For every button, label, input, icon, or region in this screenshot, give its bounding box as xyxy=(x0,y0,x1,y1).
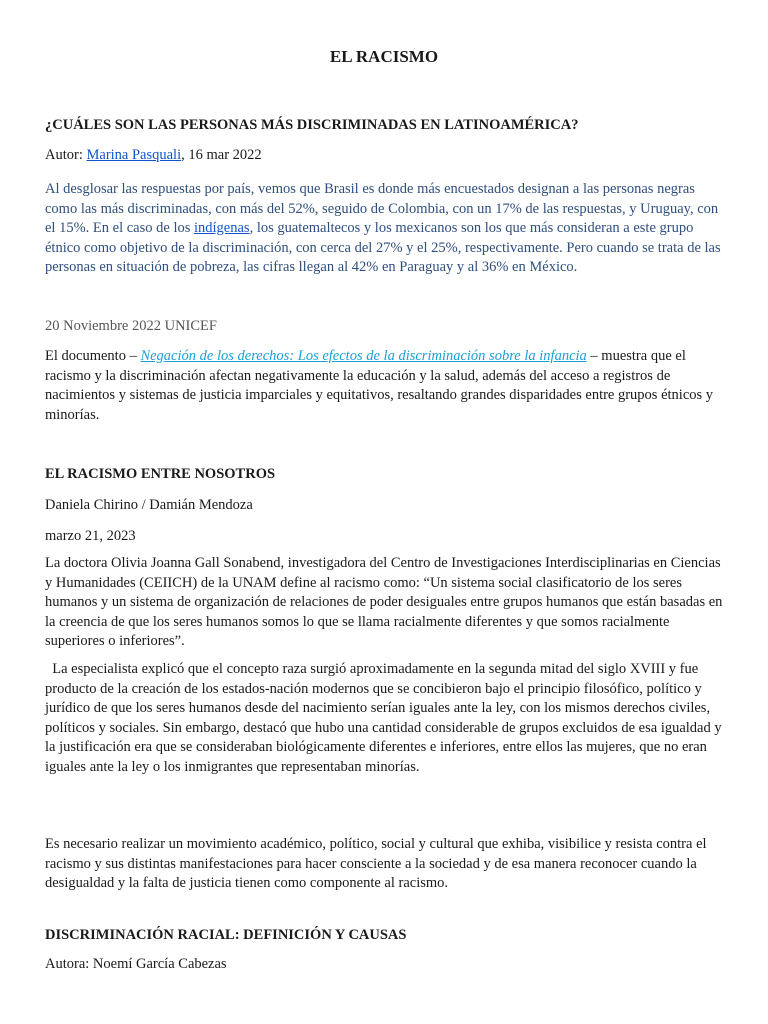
section-heading-latinoamerica: ¿CUÁLES SON LAS PERSONAS MÁS DISCRIMINADAS EN LATINOAMÉRICA? xyxy=(45,117,579,133)
section-heading-entre-nosotros: EL RACISMO ENTRE NOSOTROS xyxy=(45,466,276,482)
author-link[interactable]: Marina Pasquali xyxy=(86,147,182,163)
author-line xyxy=(45,146,725,166)
history-paragraph: La especialista explicó que el concepto raza surgió aproximadamente en la segunda mitad del siglo XVIII y fue producto de la creación de los estados-nación modernos que se concibieron bajo el principio filosófico, político y jurídico de que los seres humanos desde del nacimiento serían iguales ante la ley, con los mismos derechos civiles, políticos y sociales. Sin embargo, destacó que hubo una cantidad considerable de grupos excluidos de esa igualdad y la justificación era que se consideraban biológicamente diferentes e inferiores, entre ellos las mujeres, que no eran iguales ante la ley o los inmigrantes que representaban minorías. xyxy=(45,661,726,775)
definition-paragraph: La doctora Olivia Joanna Gall Sonabend, investigadora del Centro de Investigaciones Interdisciplinarias en Ciencias y Humanidades (CEIICH) de la UNAM define al racismo como: “Un sistema social clasificatorio de los seres humanos y un sistema de organización de relaciones de poder desiguales entre grupos humanos que están basadas en la creencia de que los seres humanos somos lo que se llama racialmente diferentes y que somos racialmente superiores o inferiores”. xyxy=(45,555,723,649)
section-heading-discriminacion-racial: DISCRIMINACIÓN RACIAL: DEFINICIÓN Y CAUSAS xyxy=(45,927,407,943)
indigenas-link[interactable]: indígenas xyxy=(194,220,250,236)
unicef-document-link[interactable]: Negación de los derechos: Los efectos de la discriminación sobre la infancia xyxy=(140,348,587,364)
authors-line: Daniela Chirino / Damián Mendoza xyxy=(45,497,253,513)
survey-paragraph xyxy=(45,180,725,278)
unicef-text-a: El documento – xyxy=(45,348,141,364)
article-date: marzo 21, 2023 xyxy=(45,528,136,544)
survey-text-a: Al desglosar las respuestas por país, vemos que Brasil es donde más encuestados designan a las personas negras como las más discriminadas, con más del 52%, seguido de Colombia, con un 17% de las respuestas, y Uruguay, con el 15%. En el caso de los xyxy=(45,181,719,236)
unicef-dateline: 20 Noviembre 2022 UNICEF xyxy=(45,318,217,334)
document-title: EL RACISMO xyxy=(329,47,439,66)
authora-line: Autora: Noemí García Cabezas xyxy=(45,956,227,972)
unicef-text-b: – muestra que el racismo y la discriminación afectan negativamente la educación y la salud, además del acceso a registros de nacimientos y sistemas de justicia imparciales y equitativos, resaltando grandes disparidades entre grupos étnicos y minorías. xyxy=(45,348,714,423)
conclusion-paragraph: Es necesario realizar un movimiento académico, político, social y cultural que exhiba, visibilice y resista contra el racismo y sus distintas manifestaciones para hacer consciente a la sociedad y de esa manera reconocer cuando la desigualdad y la falta de justicia tienen como componente al racismo. xyxy=(45,836,707,891)
author-date: , 16 mar 2022 xyxy=(181,147,262,163)
unicef-paragraph xyxy=(45,347,725,425)
survey-text-b: , los guatemaltecos y los mexicanos son los que más consideran a este grupo étnico como objetivo de la discriminación, con cerca del 27% y el 25%, respectivamente. Pero cuando se trata de las personas en situación de pobreza, las cifras llegan al 42% en Paraguay y al 36% en México. xyxy=(45,220,721,275)
author-prefix: Autor: xyxy=(45,147,87,163)
